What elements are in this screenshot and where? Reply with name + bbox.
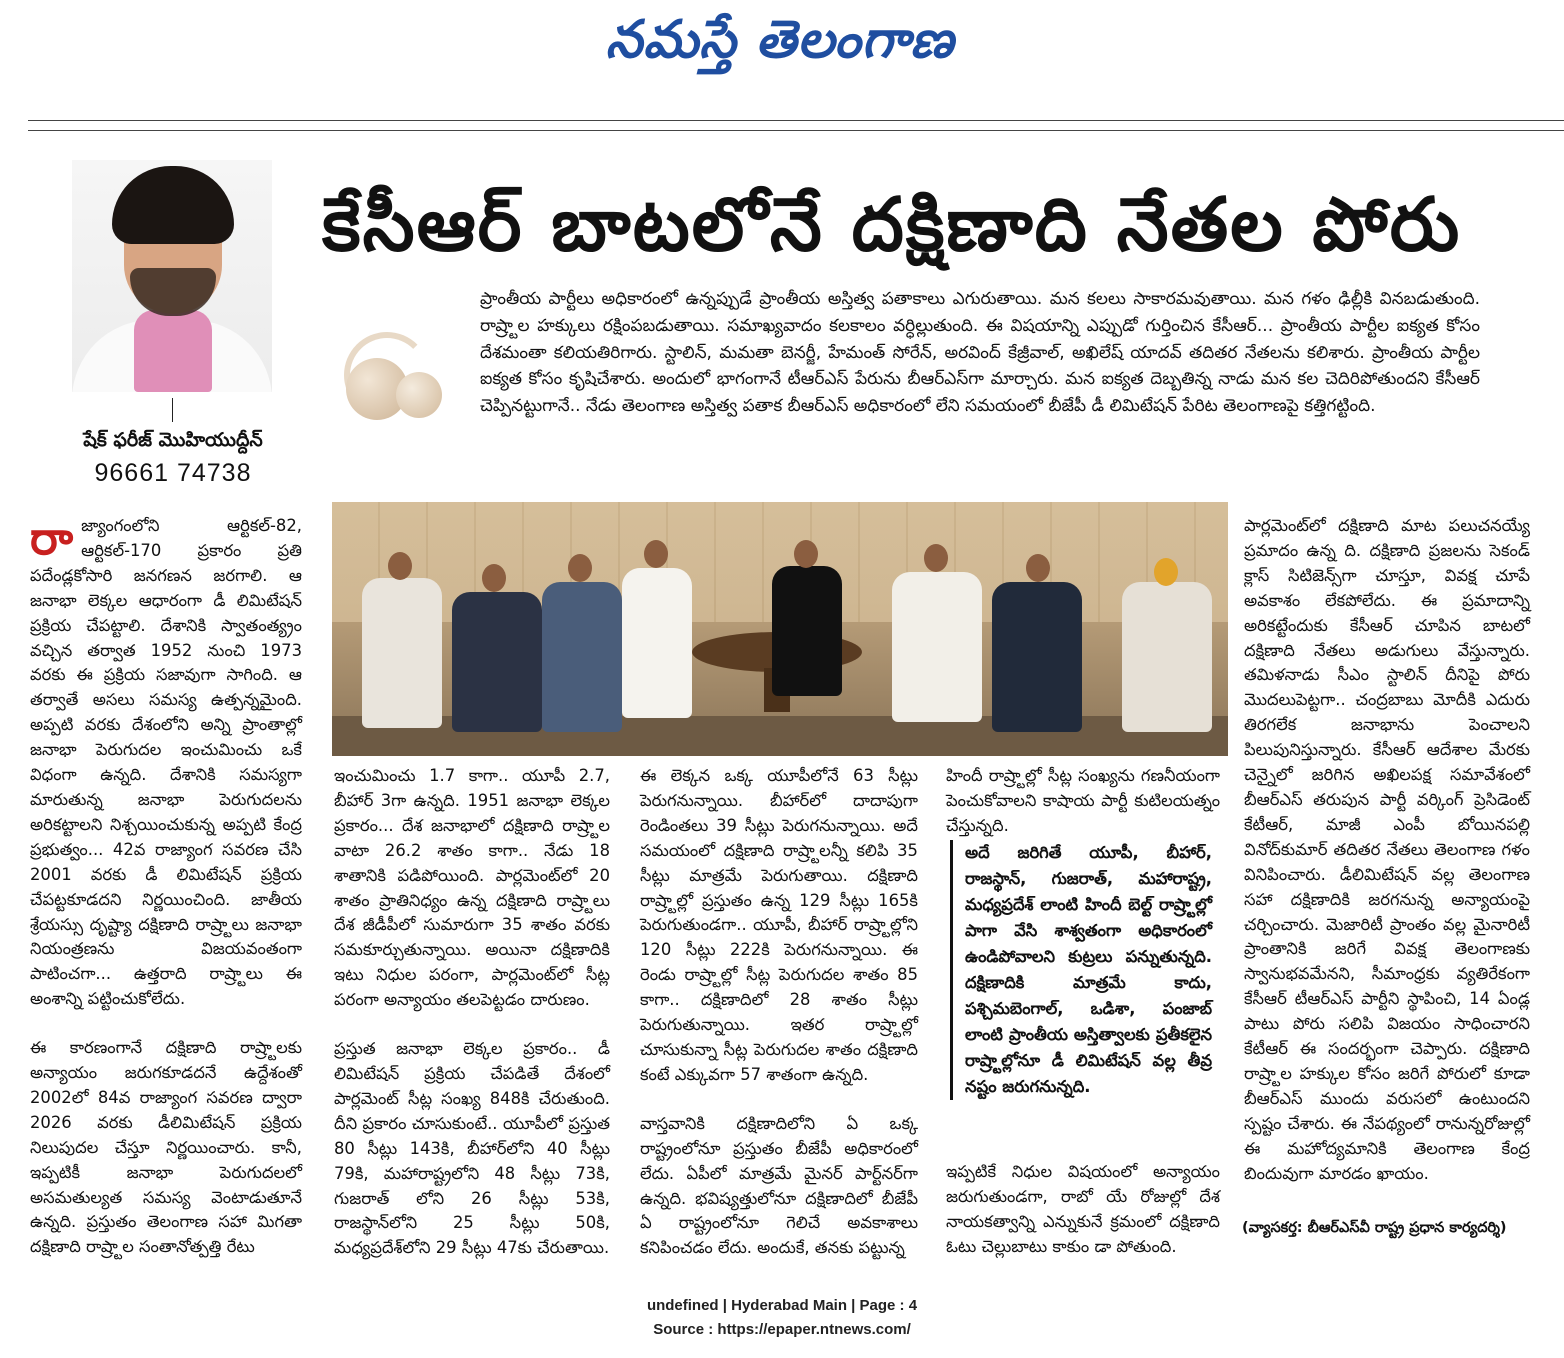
column-5-paragraph-1: పార్లమెంట్‌లో దక్షిణాది మాట పలుచనయ్యే ప్రమాదం ఉన్న ది. దక్షిణాది ప్రజలను సెకండ్ క్లాస్ సిటిజెన్స్‌గా చూస్తూ, వివక్ష చూపే అవకాశం లేకపోలేదు. ఈ ప్రమాదాన్ని అరికట్టేందుకు కేసీఆర్ చూపిన బాటలో దక్షిణాది నేతలు అడుగులు వేస్తున్నారు. తమిళనాడు సీఎం స్టాలిన్ దీనిపై పోరు మొదలుపెట్టగా.. చంద్రబాబు మోదీకి ఎదురు తిరగలేక జనాభాను పెంచాలని పిలుపునిస్తున్నారు. కేసీఆర్ ఆదేశాల మేరకు చెన్నైలో జరిగిన అఖిలపక్ష సమావేశంలో బీఆర్ఎస్ తరుపున పార్టీ వర్కింగ్ ప్రెసిడెంట్ కేటీఆర్, మాజీ ఎంపీ బోయినపల్లి వినోద్‌కుమార్ తదితర నేతలు తెలంగాణ గళం వినిపించారు. డీలిమిటేషన్ వల్ల తెలంగాణ సహా దక్షిణాదికి జరగనున్న అన్యాయంపై చర్చించారు. మెజారిటీ ప్రాంతం వల్ల మైనారిటీ ప్రాంతానికి జరిగే వివక్ష తెలంగాణకు స్వానుభవమేనని, సీమాంధ్రకు వ్యతిరేకంగా కేసీఆర్ టీఆర్ఎస్ పార్టీని స్థాపించి, 14 ఏండ్ల పాటు పోరు సలిపి విజయం సాధించారని కేటీఆర్ ఈ సందర్భంగా చెప్పారు. దక్షిణాది రాష్ర్టాల హక్కుల కోసం జరిగే పోరులో కూడా బీఆర్ఎస్ ముందు వరుసలో ఉంటుందని స్పష్టం చేశారు. ఈ నేపథ్యంలో రానున్నరోజుల్లో ఈ మహోద్యమానికి తెలంగాణ కేంద్ర బిందువుగా మారడం ఖాయం.	[1244, 516, 1530, 1183]
article-headline: కేసీఆర్ బాటలోనే దక్షిణాది నేతల పోరు	[322, 182, 1462, 268]
masthead-rule-bottom	[28, 130, 1564, 131]
column-4-paragraph-1: హిందీ రాష్ర్టాల్లో సీట్ల సంఖ్యను గణనీయంగా పెంచుకోవాలని కాషాయ పార్టీ కుటిలయత్నం చేస్తున్నది.	[946, 766, 1220, 835]
article-intro: ప్రాంతీయ పార్టీలు అధికారంలో ఉన్నప్పుడే ప్రాంతీయ అస్తిత్వ పతాకాలు ఎగురుతాయి. మన కలలు సాకారమవుతాయి. మన గళం ఢిల్లీకి వినబడుతుంది. రాష్ర్టాల హక్కులు రక్షింపబడుతాయి. సమాఖ్యవాదం కలకాలం వర్ధిల్లుతుంది. ఈ విషయాన్ని ఎప్పుడో గుర్తించిన కేసీఆర్... ప్రాంతీయ పార్టీల ఐక్యత కోసం దేశమంతా కలియతిరిగారు. స్టాలిన్, మమతా బెనర్జీ, హేమంత్ సోరేన్, అరవింద్ కేజ్రీవాల్, అఖిలేష్ యాదవ్ తదితర నేతలను కలిశారు. ప్రాంతీయ పార్టీల ఐక్యత కోసం కృషిచేశారు. అందులో భాగంగానే టీఆర్ఎస్ పేరును బీఆర్ఎస్‌గా మార్చారు. మన ఐక్యత దెబ్బతిన్న నాడు మన కల చెదిరిపోతుందని కేసీఆర్ చెప్పినట్టుగానే.. నేడు తెలంగాణ అస్తిత్వ పతాక బీఆర్ఎస్ అధికారంలో లేని సమయంలో బీజేపీ డీ లిమిటేషన్ పేరిట తెలంగాణపై కత్తిగట్టింది.	[480, 289, 1480, 417]
dropcap: రా	[30, 511, 74, 565]
footer-source: Source : https://epaper.ntnews.com/	[653, 1321, 911, 1338]
column-3-paragraph-1: ఈ లెక్కన ఒక్క యూపీలోనే 63 సీట్లు పెరుగనున్నాయి. బీహార్‌లో దాదాపుగా రెండింతలు 39 సీట్లు పెరుగనున్నాయి. అదే సమయంలో దక్షిణాది రాష్ర్టాలన్నీ కలిపి 35 సీట్లు మాత్రమే పెరుగుతాయి. దక్షిణాది రాష్ర్టాల్లో ప్రస్తుతం ఉన్న 129 సీట్లు 165కి పెరుగుతుండగా.. యూపీ, బీహార్ రాష్ర్టాల్లోని 120 సీట్లు 222కి పెరుగనున్నాయి. ఈ రెండు రాష్ర్టాల్లో సీట్ల పెరుగుదల శాతం 85 కాగా.. దక్షిణాదిలో 28 శాతం సీట్లు పెరుగుతున్నాయి. ఇతర రాష్ర్టాల్లో చూసుకున్నా సీట్ల పెరుగుదల శాతం దక్షిణాది కంటే ఎక్కువగా 57 శాతంగా ఉన్నది.	[640, 766, 918, 1084]
author-credit: (వ్యాసకర్త: బీఆర్ఎస్‌వీ రాష్ట్ర ప్రధాన కార్యదర్శి)	[1242, 1220, 1507, 1236]
footer-page-info: undefined | Hyderabad Main | Page : 4	[646, 1297, 918, 1314]
column-1-paragraph-1: జ్యాంగంలోని ఆర్టికల్-82, ఆర్టికల్-170 ప్రకారం ప్రతి పదేండ్లకోసారి జనగణన జరగాలి. ఆ జనాభా లెక్కల ఆధారంగా డీ లిమిటేషన్ ప్రక్రియ చేపట్టాలి. దేశానికి స్వాతంత్య్రం వచ్చిన తర్వాత 1952 నుంచి 1973 వరకు ఈ ప్రక్రియ సజావుగా సాగింది. ఆ తర్వాతే అసలు సమస్య ఉత్పన్నమైంది. అప్పటి వరకు దేశంలోని అన్ని ప్రాంతాల్లో జనాభా పెరుగుదల ఇంచుమించు ఒకే విధంగా ఉన్నది. దేశానికి సమస్యగా మారుతున్న జనాభా పెరుగుదలను అరికట్టాలని నిశ్చయించుకున్న అప్పటి కేంద్ర ప్రభుత్వం... 42వ రాజ్యాంగ సవరణ చేసి 2001 వరకు డీ లిమిటేషన్ ప్రక్రియ చేపట్టకూడదని నిర్ణయించింది. జాతీయ శ్రేయస్సు దృష్ట్యా దక్షిణాది రాష్ర్టాలు జనాభా నియంత్రణను విజయవంతంగా పాటించగా... ఉత్తరాది రాష్ర్టాలు ఈ అంశాన్ని పట్టించుకోలేదు.	[30, 516, 302, 1009]
author-name: షేక్ ఫరీజ్ మొహియుద్దీన్	[83, 429, 263, 451]
author-divider	[172, 398, 173, 422]
column-2-paragraph-1: ఇంచుమించు 1.7 కాగా.. యూపీ 2.7, బీహార్ 3గా ఉన్నది. 1951 జనాభా లెక్కల ప్రకారం... దేశ జనాభాలో దక్షిణాది రాష్ర్టాల వాటా 26.2 శాతం కాగా.. నేడు 18 శాతానికి పడిపోయింది. పార్లమెంట్‌లో 20 శాతం ప్రాతినిధ్యం ఉన్న దక్షిణాది రాష్ర్టాలు దేశ జీడీపీలో సుమారుగా 35 శాతం వరకు సమకూర్చుతున్నాయి. అయినా దక్షిణాదికి ఇటు నిధుల పరంగా, పార్లమెంట్‌లో సీట్ల పరంగా అన్యాయం తలపెట్టడం దారుణం.	[334, 766, 610, 1010]
column-1-paragraph-2: ఈ కారణంగానే దక్షిణాది రాష్ర్టాలకు అన్యాయం జరుగకూడదనే ఉద్దేశంతో 2002లో 84వ రాజ్యాంగ సవరణ ద్వారా 2026 వరకు డీలిమిటేషన్ ప్రక్రియ నిలుపుదల చేస్తూ నిర్ణయించారు. కానీ, ఇప్పటికీ జనాభా పెరుగుదలలో అసమతుల్యత సమస్య వెంటాడుతూనే ఉన్నది. ప్రస్తుతం తెలంగాణ సహా మిగతా దక్షిణాది రాష్ర్టాల సంతానోత్పత్తి రేటు	[30, 1038, 302, 1257]
column-4-paragraph-2: ఇప్పటికే నిధుల విషయంలో అన్యాయం జరుగుతుండగా, రాబో యే రోజుల్లో దేశ నాయకత్వాన్ని ఎన్నుకునే క్రమంలో దక్షిణాది ఓటు చెల్లుబాటు కాకుం డా పోతుంది.	[946, 1162, 1220, 1256]
author-phone: 96661 74738	[94, 459, 252, 487]
masthead-rule-top	[28, 120, 1564, 121]
decorative-orbs	[338, 312, 454, 436]
column-3-paragraph-2: వాస్తవానికి దక్షిణాదిలోని ఏ ఒక్క రాష్ట్రంలోనూ ప్రస్తుతం బీజేపీ అధికారంలో లేదు. ఏపీలో మాత్రమే మైనర్ పార్ట్‌నర్‌గా ఉన్నది. భవిష్యత్తులోనూ దక్షిణాదిలో బీజేపీ ఏ రాష్ట్రంలోనూ గెలిచే అవకాశాలు కనిపించడం లేదు. అందుకే, తనకు పట్టున్న	[640, 1113, 918, 1258]
author-photo	[72, 160, 272, 392]
column-2-paragraph-2: ప్రస్తుత జనాభా లెక్కల ప్రకారం.. డీ లిమిటేషన్ ప్రక్రియ చేపడితే దేశంలో పార్లమెంట్ సీట్ల సంఖ్య 848కి చేరుతుంది. దీని ప్రకారం చూసుకుంటే.. యూపీలో ప్రస్తుత 80 సీట్లు 143కి, బీహార్‌లోని 40 సీట్లు 79కి, మహారాష్ట్రలోని 48 సీట్లు 73కి, గుజరాత్ లోని 26 సీట్లు 53కి, రాజస్థాన్‌లోని 25 సీట్లు 50కి, మధ్యప్రదేశ్‌లోని 29 సీట్లు 47కు చేరుతాయి.	[334, 1039, 610, 1258]
masthead-logo: నమస్తే తెలంగాణ	[605, 9, 955, 70]
column-5	[1244, 514, 1530, 1210]
column-3	[640, 764, 918, 1285]
column-1	[30, 511, 302, 1284]
column-2	[334, 764, 610, 1285]
column-4-bottom	[946, 1160, 1220, 1284]
article-photo-meeting	[332, 502, 1228, 756]
pull-quote: అదే జరిగితే యూపీ, బీహార్, రాజస్థాన్, గుజరాత్, మహారాష్ట్ర, మధ్యప్రదేశ్ లాంటి హిందీ బెల్ట్ రాష్ర్టాల్లో పాగా వేసి శాశ్వతంగా అధికారంలో ఉండిపోవాలని కుట్రలు పన్నుతున్నది. దక్షిణాదికి మాత్రమే కాదు, పశ్చిమబెంగాల్, ఒడిశా, పంజాబ్ లాంటి ప్రాంతీయ అస్తిత్వాలకు ప్రతీకలైన రాష్ర్టాల్లోనూ డీ లిమిటేషన్ వల్ల తీవ్ర నష్టం జరుగనున్నది.	[950, 840, 1212, 1100]
